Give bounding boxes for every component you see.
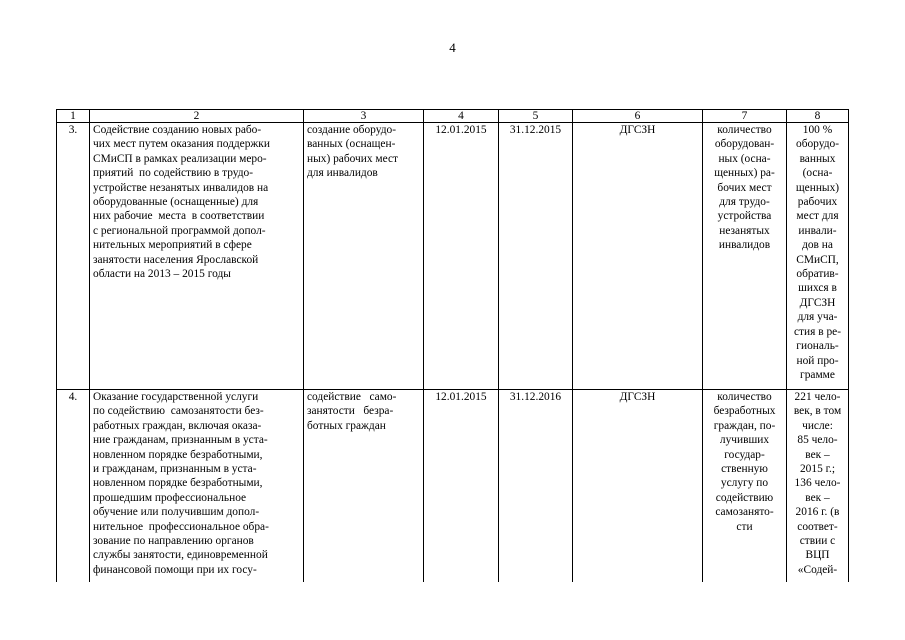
page-number: 4: [449, 40, 456, 55]
indicator-cell: количество оборудован- ных (осна- щенных) ра- бочих мест для трудо- устройства незанятых инвалидов: [703, 123, 787, 390]
header-cell: 5: [499, 110, 573, 123]
table-header-row: [57, 110, 849, 123]
table-row: [57, 390, 849, 583]
row-number-cell: 4.: [57, 390, 90, 583]
header-cell: 4: [424, 110, 499, 123]
value-cell: 100 % оборудо- ванных (осна- щенных) рабочих мест для инвали- дов на СМиСП, обратив- шихся в ДГСЗН для уча- стия в ре- гиональ- ной про- грамме: [787, 123, 849, 390]
header-cell: 1: [57, 110, 90, 123]
result-cell: содействие само- занятости безра- ботных граждан: [304, 390, 424, 583]
indicator-cell: количество безработных граждан, по- лучивших государ- ственную услугу по содействию самозанято- сти: [703, 390, 787, 583]
end-date-cell: 31.12.2016: [499, 390, 573, 583]
measures-table: [56, 109, 849, 582]
result-cell: создание оборудо- ванных (оснащен- ных) рабочих мест для инвалидов: [304, 123, 424, 390]
measure-cell: Содействие созданию новых рабо- чих мест путем оказания поддержки СМиСП в рамках реализации меро- приятий по содействию в трудо- устройстве незанятых инвалидов на оборудованные (оснащенные) для них рабочие места в соответствии с региональной программой допол- нительных мероприятий в сфере занятости населения Ярославской области на 2013 – 2015 годы: [90, 123, 304, 390]
start-date-cell: 12.01.2015: [424, 390, 499, 583]
row-number-cell: 3.: [57, 123, 90, 390]
header-cell: 6: [573, 110, 703, 123]
end-date-cell: 31.12.2015: [499, 123, 573, 390]
header-cell: 2: [90, 110, 304, 123]
header-cell: 7: [703, 110, 787, 123]
value-cell: 221 чело- век, в том числе: 85 чело- век – 2015 г.; 136 чело- век – 2016 г. (в соответ- ствии с ВЦП «Содей-: [787, 390, 849, 583]
table-row: [57, 123, 849, 390]
start-date-cell: 12.01.2015: [424, 123, 499, 390]
measure-cell: Оказание государственной услуги по содействию самозанятости без- работных граждан, включая оказа- ние гражданам, признанным в уста- новленном порядке безработными, и гражданам, признанным в уста- новленном порядке безработными, прошедшим профессиональное обучение или получившим допол- нительное профессиональное обра- зование по направлению органов службы занятости, единовременной финансовой помощи при их госу-: [90, 390, 304, 583]
header-cell: 8: [787, 110, 849, 123]
header-cell: 3: [304, 110, 424, 123]
executor-cell: ДГСЗН: [573, 390, 703, 583]
executor-cell: ДГСЗН: [573, 123, 703, 390]
